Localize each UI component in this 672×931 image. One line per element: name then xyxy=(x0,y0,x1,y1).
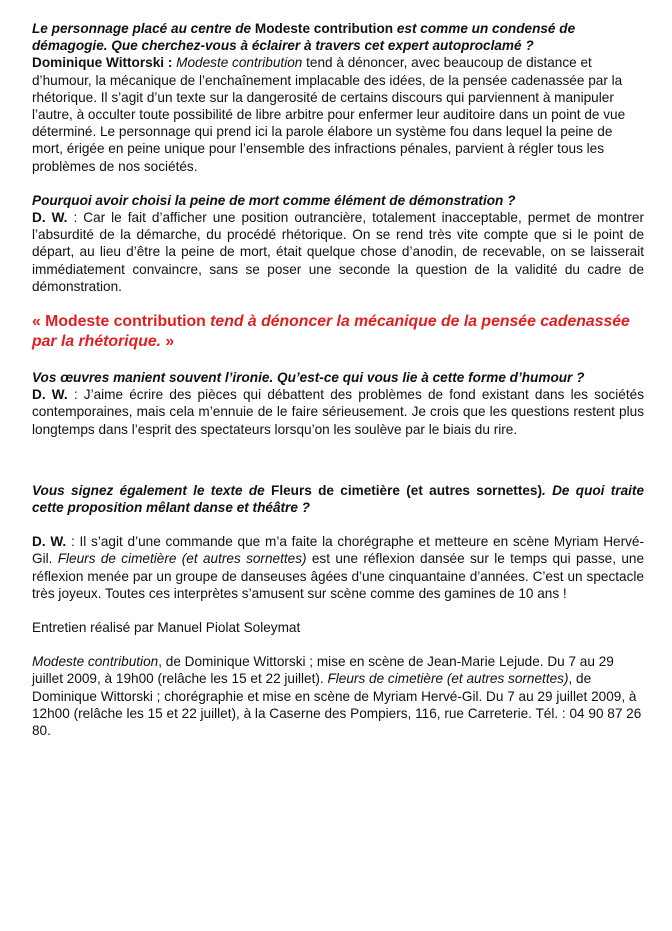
answer-4-text-1: : Il s’agit d’une commande que m’a faite la chorégraphe et metteure en scène Myriam Hervé-Gil. xyxy=(32,534,645,567)
pull-quote xyxy=(32,312,644,352)
answer-3-text: : J’aime écrire des pièces qui débattent des problèmes de fond existant dans les sociétés contemporaines, mais cela m’ennuie de le faire sérieusement. Je crois que les questions restent plus longtemps dans l’esprit des spectateurs lorsqu’on les soulève par le biais du rire. xyxy=(32,387,644,437)
question-1-part-1: Le personnage placé au centre de xyxy=(32,21,255,36)
show-info xyxy=(32,653,644,739)
question-4 xyxy=(32,482,644,516)
question-1-title: Modeste contribution xyxy=(254,21,394,36)
question-4-part-2: . De quoi traite cette proposition mêlant danse et théâtre ? xyxy=(32,482,644,516)
answer-3 xyxy=(32,386,644,438)
pull-quote-open: « Modeste contribution xyxy=(32,313,211,331)
answer-1-text: tend à dénoncer, avec beaucoup de distance et d’humour, la mécanique de l’enchaînement implacable des idées, de la pensée cadenassée par la rhétorique. Il s’agit d’un texte sur la dangerosité de certains discours qui parviennent à manipuler l’autre, à occulter toute possibilité de libre arbitre pour enfermer leur auditoire dans un point de vue déterminé. Le personnage qui prend ici la parole élabore un système fou dans lequel la peine de mort, érigée en peine unique pour l’ensemble des infractions pénales, parvient à régler tous les problèmes de nos sociétés. xyxy=(32,55,626,174)
question-4-title: Fleurs de cimetière (et autres sornettes) xyxy=(271,482,543,498)
answer-2-text: : Car le fait d’afficher une position outrancière, totalement inacceptable, permet de montrer l’absurdité de la démarche, du procédé rhétorique. On se rend très vite compte que si le point de départ, au lieu d’être la peine de mort, était quelque chose d’anodin, de recevable, on se laisserait immédiatement convaincre, sans se poser une seconde la question de la validité du cadre de démonstration. xyxy=(32,210,645,294)
pull-quote-body: tend à dénoncer la mécanique de la pensée cadenassée par la rhétorique. xyxy=(32,313,630,351)
answer-4-speaker: D. W. xyxy=(32,534,67,550)
question-1 xyxy=(32,20,644,54)
answer-3-speaker: D. W. xyxy=(32,387,68,403)
show-info-text-1: , de Dominique Wittorski ; mise en scène de Jean-Marie Lejude. Du 7 au 29 juillet 2009, à 19h00 (relâche les 15 et 22 juillet). xyxy=(32,654,614,687)
show-info-text-2: , de Dominique Wittorski ; chorégraphie et mise en scène de Myriam Hervé-Gil. Du 7 au 29 juillet 2009, à 12h00 (relâche les 15 et 22 juillet), à la Caserne des Pompiers, 116, rue Carreterie. Tél. : 04 90 87 26 80. xyxy=(32,671,642,739)
answer-4 xyxy=(32,533,644,602)
answer-2-speaker: D. W. xyxy=(32,210,68,226)
question-1-part-2: est comme un condensé de démagogie. Que cherchez-vous à éclairer à travers cet expert autoproclamé ? xyxy=(32,21,576,54)
article xyxy=(32,20,644,739)
answer-4-title: Fleurs de cimetière (et autres sornettes) xyxy=(57,551,307,567)
question-4-part-1: Vous signez également le texte de xyxy=(32,482,272,498)
answer-4-text-2: est une réflexion dansée sur le temps qui passe, une réflexion menée par un groupe de danseuses âgées d’une cinquantaine d’années. C’est un spectacle très joyeux. Toutes ces interprètes s’amusent sur scène comme des gamines de 10 ans ! xyxy=(32,551,645,601)
pull-quote-close: » xyxy=(161,333,175,351)
show-info-title-1: Modeste contribution xyxy=(32,654,159,670)
answer-2 xyxy=(32,209,644,295)
question-2: Pourquoi avoir choisi la peine de mort comme élément de démonstration ? xyxy=(32,192,516,208)
answer-1-speaker: Dominique Wittorski : xyxy=(32,55,173,71)
interview-credit: Entretien réalisé par Manuel Piolat Soleymat xyxy=(32,620,301,636)
answer-1 xyxy=(32,54,644,174)
answer-1-title: Modeste contribution xyxy=(176,55,303,71)
show-info-title-2: Fleurs de cimetière (et autres sornettes) xyxy=(327,671,569,687)
question-3: Vos œuvres manient souvent l’ironie. Qu’est-ce qui vous lie à cette forme d’humour ? xyxy=(32,370,585,386)
